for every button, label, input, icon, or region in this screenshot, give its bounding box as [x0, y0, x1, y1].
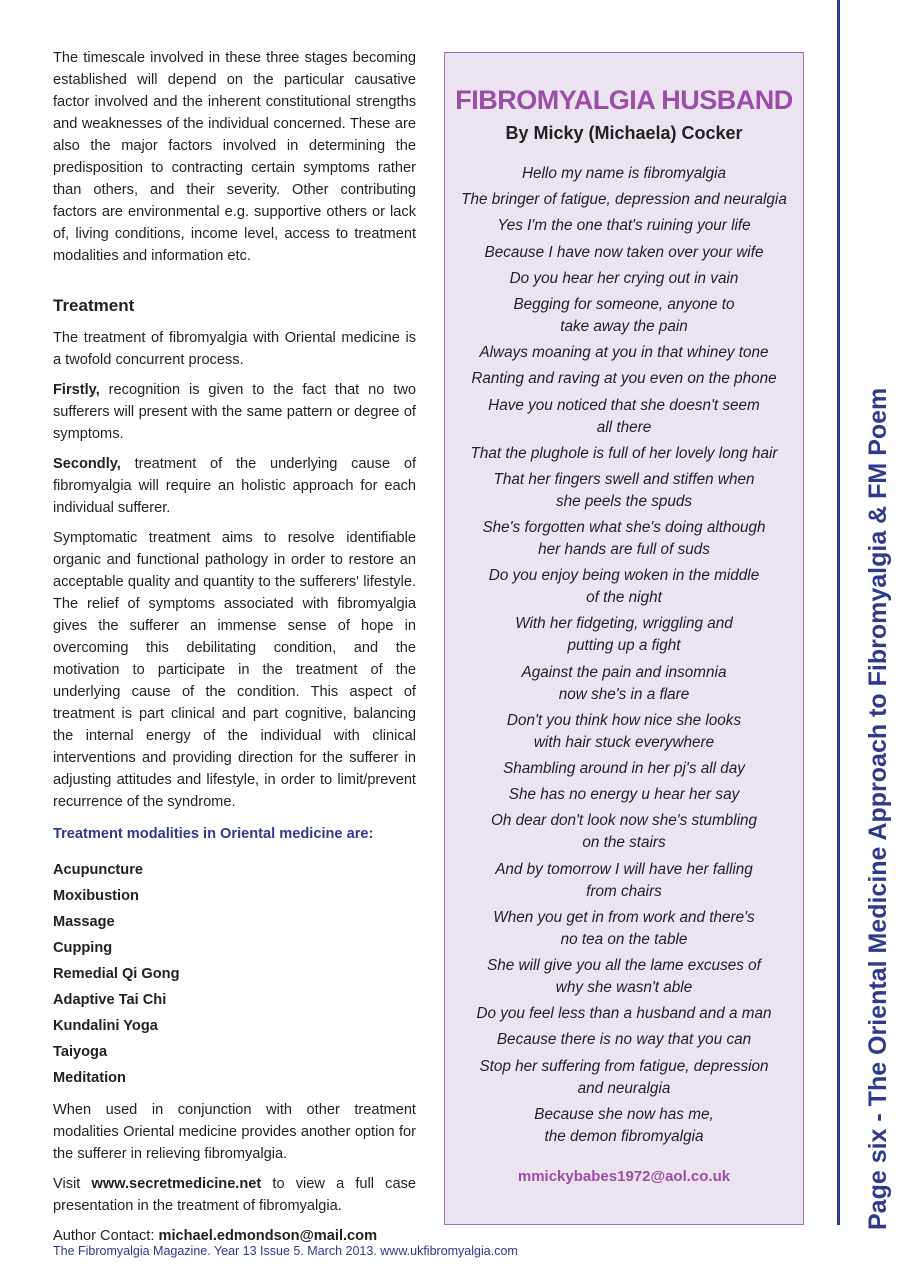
modality-item: Adaptive Tai Chi	[53, 992, 167, 1008]
author-email[interactable]: michael.edmondson@mail.com	[158, 1228, 378, 1244]
modalities-list	[53, 857, 416, 1091]
poem-line: Because there is no way that you can	[496, 1031, 752, 1049]
treatment-paragraph: The treatment of fibromyalgia with Oriental medicine is a twofold concurrent process.	[53, 330, 416, 368]
poem-author: By Micky (Michaela) Cocker	[505, 123, 743, 143]
modality-item: Kundalini Yoga	[53, 1018, 158, 1034]
poem-line: Don't you think how nice she looks with hair stuck everywhere	[506, 711, 742, 751]
firstly-paragraph	[53, 379, 416, 445]
firstly-text: recognition is given to the fact that no two sufferers will present with the same pattern or degree of symptoms.	[53, 382, 416, 442]
poem-line: That her fingers swell and stiffen when she peels the spuds	[493, 470, 755, 510]
poem-line: Ranting and raving at you even on the phone	[471, 370, 777, 388]
modality-item: Taiyoga	[53, 1044, 108, 1060]
poem-title: FIBROMYALGIA HUSBAND	[455, 85, 793, 115]
poem-line: And by tomorrow I will have her falling from chairs	[495, 860, 753, 900]
modalities-heading: Treatment modalities in Oriental medicine are:	[53, 826, 374, 842]
modality-item: Cupping	[53, 940, 113, 956]
poem-line: Oh dear don't look now she's stumbling on the stairs	[490, 812, 758, 852]
poem-line: She will give you all the lame excuses of why she wasn't able	[487, 956, 761, 996]
poem-line: Have you noticed that she doesn't seem all there	[488, 396, 760, 436]
modality-item: Meditation	[53, 1070, 126, 1086]
poem-box	[444, 52, 804, 1225]
poem-lines	[445, 163, 803, 1148]
author-label: Author Contact:	[53, 1228, 159, 1244]
vertical-page-title: Page six - The Oriental Medicine Approach to Fibromyalgia & FM Poem	[864, 387, 892, 1230]
poem-line: When you get in from work and there's no tea on the table	[493, 908, 755, 948]
modality-item: Acupuncture	[53, 862, 143, 878]
footer: The Fibromyalgia Magazine. Year 13 Issue 5. March 2013. www.ukfibromyalgia.com	[53, 1244, 518, 1258]
secondly-text: treatment of the underlying cause of fibromyalgia will require an holistic approach for each individual sufferer.	[53, 456, 416, 516]
poem-line: Do you enjoy being woken in the middle of the night	[488, 567, 760, 607]
poem-line: Do you feel less than a husband and a man	[476, 1005, 772, 1023]
intro-paragraph: The timescale involved in these three stages becoming established will depend on the particular causative factor involved and the inherent constitutional strengths and weaknesses of the individual concerned. These are also the major factors involved in determining the predisposition to contracting certain symptoms rather than others, and their severity. Other contributing factors are environmental e.g. supportive others or lack of, living conditions, income level, access to treatment modalities and information etc.	[53, 50, 416, 264]
modality-item: Moxibustion	[53, 888, 139, 904]
poem-line: Do you hear her crying out in vain	[509, 269, 739, 287]
visit-pre: Visit	[53, 1176, 92, 1192]
poem-line: Hello my name is fibromyalgia	[521, 165, 727, 182]
treatment-heading: Treatment	[53, 296, 135, 315]
secondly-label: Secondly,	[53, 456, 121, 472]
poem-line: That the plughole is full of her lovely long hair	[470, 444, 778, 462]
website-link[interactable]: www.secretmedicine.net	[91, 1176, 262, 1192]
poem-line: Because I have now taken over your wife	[484, 243, 764, 261]
firstly-label: Firstly,	[53, 382, 100, 398]
poem-line: Always moaning at you in that whiney tone	[479, 344, 769, 362]
poem-line: With her fidgeting, wriggling and putting up a fight	[515, 615, 733, 655]
poem-line: Yes I'm the one that's ruining your life	[497, 217, 751, 235]
symptomatic-paragraph: Symptomatic treatment aims to resolve identifiable organic and functional pathology in order to restore an acceptable quality and quantity to the sufferers' lifestyle. The relief of symptoms associated with fibromyalgia gives the sufferer an immense sense of hope in overcoming this debilitating condition, and the motivation to participate in the treatment of the underlying cause of the condition. This aspect of treatment is part clinical and part cognitive, balancing the internal energy of the individual with clinical interventions and providing direction for the sufferer in adjusting attitudes and lifestyle, in order to limit/prevent recurrence of the syndrome.	[53, 530, 416, 810]
poem-line: Stop her suffering from fatigue, depression and neuralgia	[479, 1057, 769, 1097]
poem-line: Begging for someone, anyone to take away the pain	[513, 295, 735, 335]
poem-line: She has no energy u hear her say	[508, 786, 740, 804]
poem-line: Against the pain and insomnia now she's in a flare	[521, 663, 727, 703]
conjunction-paragraph: When used in conjunction with other treatment modalities Oriental medicine provides another option for the sufferer in relieving fibromyalgia.	[53, 1102, 416, 1162]
modality-item: Massage	[53, 914, 115, 930]
poem-line: She's forgotten what she's doing although her hands are full of suds	[482, 519, 766, 559]
visit-paragraph	[53, 1173, 416, 1217]
secondly-paragraph	[53, 453, 416, 519]
modality-item: Remedial Qi Gong	[53, 966, 180, 982]
article-column	[53, 47, 416, 1255]
poem-line: Shambling around in her pj's all day	[503, 760, 745, 777]
sidebar-rule	[837, 0, 840, 1225]
visit-post: to view a full case presentation in the treatment of fibromyalgia.	[53, 1176, 416, 1214]
poem-line: Because she now has me, the demon fibromyalgia	[534, 1105, 714, 1145]
poem-line: The bringer of fatigue, depression and neuralgia	[461, 191, 787, 209]
poem-email[interactable]: mmickybabes1972@aol.co.uk	[517, 1167, 731, 1185]
